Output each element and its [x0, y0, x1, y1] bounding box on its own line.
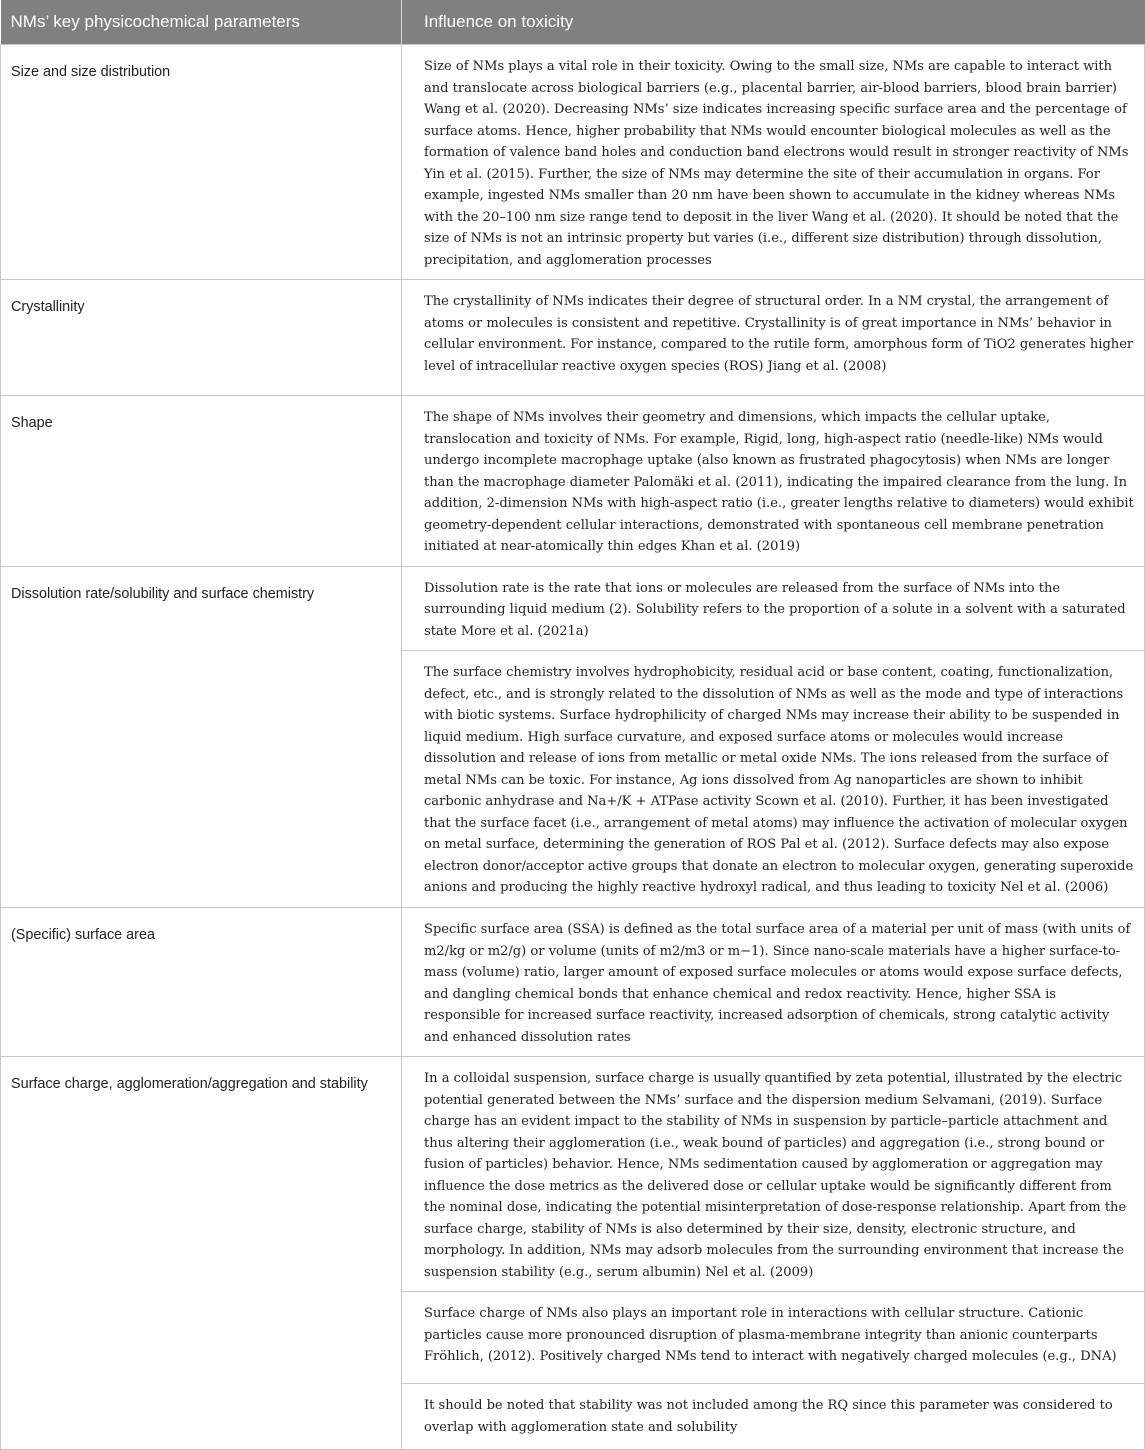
- description-cell: The crystallinity of NMs indicates their degree of structural order. In a NM crystal, the arrangement of atoms or molecules is consistent and repetitive. Crystallinity is of great importance in NMs’ behavior in cellular environment. For instance, compared to the rutile form, amorphous form of TiO2 generates higher level of intracellular reactive oxygen species (ROS) Jiang et al. (2008): [402, 280, 1145, 396]
- table-row: [1, 280, 1145, 396]
- table-row: [1, 45, 1145, 280]
- header-influence: Influence on toxicity: [402, 0, 1145, 45]
- parameter-cell: Surface charge, agglomeration/aggregation and stability: [1, 1057, 402, 1450]
- description-cell: Size of NMs plays a vital role in their toxicity. Owing to the small size, NMs are capable to interact with and translocate across biological barriers (e.g., placental barrier, air-blood barriers, blood brain barrier) Wang et al. (2020). Decreasing NMs’ size indicates increasing specific surface area and the percentage of surface atoms. Hence, higher probability that NMs would encounter biological molecules as well as the formation of valence band holes and conduction band electrons would result in stronger reactivity of NMs Yin et al. (2015). Further, the size of NMs may determine the site of their accumulation in organs. For example, ingested NMs smaller than 20 nm have been shown to accumulate in the kidney whereas NMs with the 20–100 nm size range tend to deposit in the liver Wang et al. (2020). It should be noted that the size of NMs is not an intrinsic property but varies (i.e., different size distribution) through dissolution, precipitation, and agglomeration processes: [402, 45, 1145, 280]
- description-cell: The surface chemistry involves hydrophobicity, residual acid or base content, coating, functionalization, defect, etc., and is strongly related to the dissolution of NMs as well as the mode and type of interactions with biotic systems. Surface hydrophilicity of charged NMs may increase their ability to be suspended in liquid medium. High surface curvature, and exposed surface atoms or molecules would increase dissolution and release of ions from metallic or metal oxide NMs. The ions released from the surface of metal NMs can be toxic. For instance, Ag ions dissolved from Ag nanoparticles are shown to inhibit carbonic anhydrase and Na+/K + ATPase activity Scown et al. (2010). Further, it has been investigated that the surface facet (i.e., arrangement of metal atoms) may influence the activation of molecular oxygen on metal surface, determining the generation of ROS Pal et al. (2012). Surface defects may also expose electron donor/acceptor active groups that donate an electron to molecular oxygen, generating superoxide anions and producing the highly reactive hydroxyl radical, and thus leading to toxicity Nel et al. (2006): [402, 651, 1145, 908]
- table-row: [1, 566, 1145, 651]
- description-cell: In a colloidal suspension, surface charge is usually quantified by zeta potential, illustrated by the electric potential generated between the NMs’ surface and the dispersion medium Selvamani, (2019). Surface charge has an evident impact to the stability of NMs in suspension by particle–particle attachment and thus altering their agglomeration (i.e., weak bound of particles) and aggregation (i.e., strong bound or fusion of particles) behavior. Hence, NMs sedimentation caused by agglomeration or aggregation may influence the dose metrics as the delivered dose or cellular uptake would be significantly different from the nominal dose, indicating the potential misinterpretation of dose-response relationship. Apart from the surface charge, stability of NMs is also determined by their size, density, electronic structure, and morphology. In addition, NMs may adsorb molecules from the surrounding environment that increase the suspension stability (e.g., serum albumin) Nel et al. (2009): [402, 1057, 1145, 1292]
- description-cell: Surface charge of NMs also plays an important role in interactions with cellular structure. Cationic particles cause more pronounced disruption of plasma-membrane integrity than anionic counterparts Fröhlich, (2012). Positively charged NMs tend to interact with negatively charged molecules (e.g., DNA): [402, 1292, 1145, 1384]
- description-cell: The shape of NMs involves their geometry and dimensions, which impacts the cellular uptake, translocation and toxicity of NMs. For example, Rigid, long, high-aspect ratio (needle-like) NMs would undergo incomplete macrophage uptake (also known as frustrated phagocytosis) when NMs are longer than the macrophage diameter Palomäki et al. (2011), indicating the impaired clearance from the lung. In addition, 2-dimension NMs with high-aspect ratio (i.e., greater lengths relative to diameters) would exhibit geometry-dependent cellular interactions, demonstrated with spontaneous cell membrane penetration initiated at near-atomically thin edges Khan et al. (2019): [402, 396, 1145, 567]
- parameter-cell: Dissolution rate/solubility and surface chemistry: [1, 566, 402, 908]
- table-header-row: [1, 0, 1145, 45]
- table-row: [1, 1057, 1145, 1292]
- description-cell: It should be noted that stability was not included among the RQ since this parameter was considered to overlap with agglomeration state and solubility: [402, 1384, 1145, 1450]
- header-parameters: NMs’ key physicochemical parameters: [1, 0, 402, 45]
- parameter-cell: Size and size distribution: [1, 45, 402, 280]
- description-cell: Dissolution rate is the rate that ions or molecules are released from the surface of NMs into the surrounding liquid medium (2). Solubility refers to the proportion of a solute in a solvent with a saturated state More et al. (2021a): [402, 566, 1145, 651]
- description-cell: Specific surface area (SSA) is defined as the total surface area of a material per unit of mass (with units of m2/kg or m2/g) or volume (units of m2/m3 or m−1). Since nano-scale materials have a higher surface-to-mass (volume) ratio, larger amount of exposed surface molecules or atoms would expose surface defects, and dangling chemical bonds that enhance chemical and redox reactivity. Hence, higher SSA is responsible for increased surface reactivity, increased adsorption of chemicals, strong catalytic activity and enhanced dissolution rates: [402, 908, 1145, 1057]
- parameter-cell: (Specific) surface area: [1, 908, 402, 1057]
- parameter-cell: Shape: [1, 396, 402, 567]
- table-row: [1, 396, 1145, 567]
- table-row: [1, 908, 1145, 1057]
- parameter-cell: Crystallinity: [1, 280, 402, 396]
